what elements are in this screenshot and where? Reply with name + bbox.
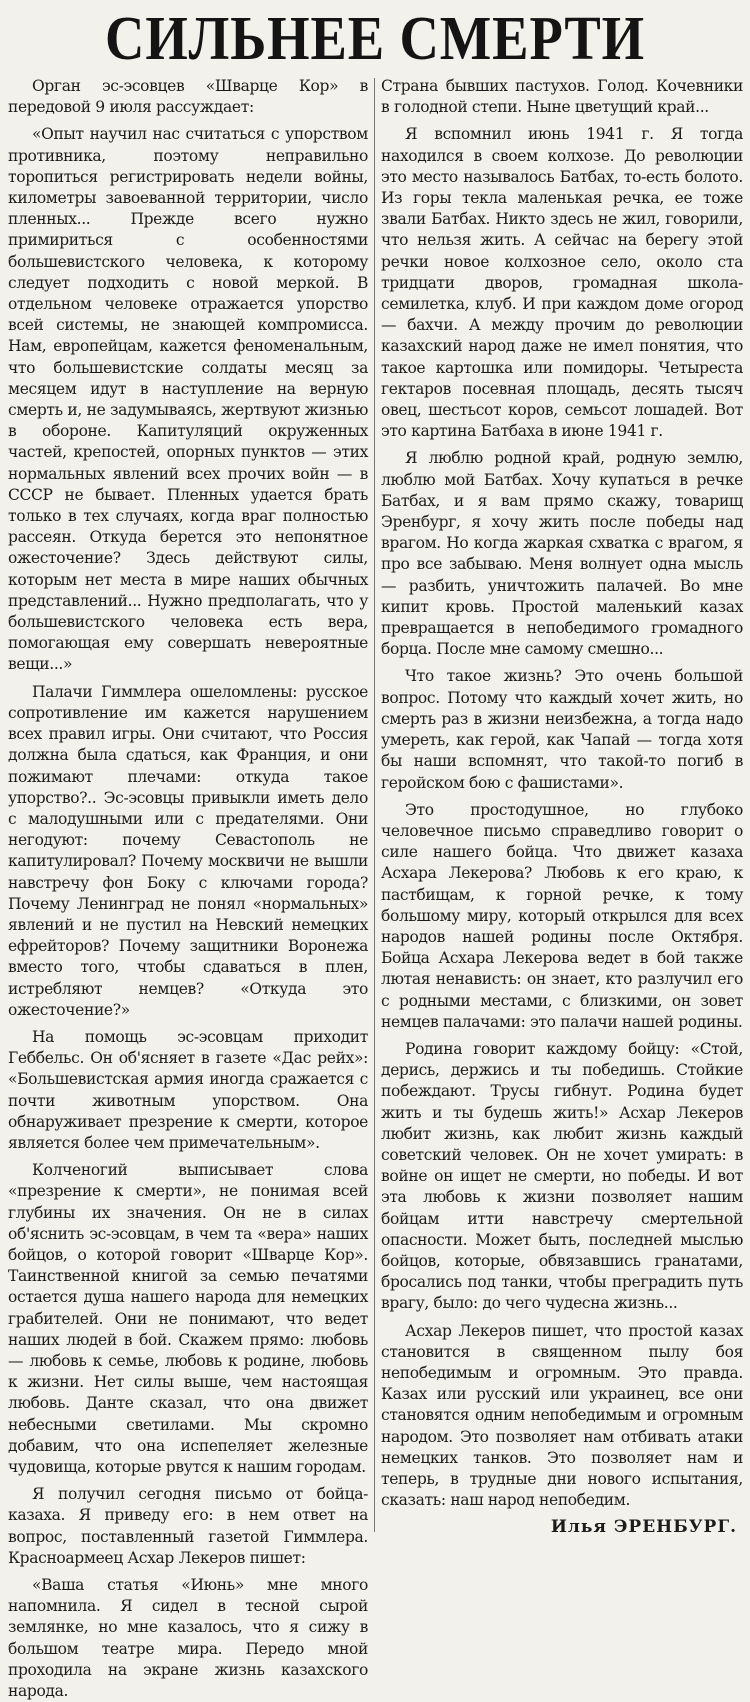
author-signature: Илья ЭРЕНБУРГ. [550,1517,737,1538]
paragraph: Что такое жизнь? Это очень большой вопрос. Потому что каждый хочет жить, но смерть раз в жизни неизбежна, а тогда надо умереть, как герой, как Чапай — тогда хотя бы наши вспомнят, что такой-то погиб в геройском бою с фашистами». [381,667,743,792]
paragraph: Асхар Лекеров пишет, что простой казах становится в священном пылу боя непобедимым и огромным. Это правда. Казах или русский или украинец, все они становятся одним непобедимым и огромным народом. Это позволяет нам отбивать атаки немецких танков. Это позволяет нам и теперь, в трудные дни нового испытания, сказать: наш народ непобедим. [381,1321,743,1510]
paragraph: Орган эс-эсовцев «Шварце Кор» в передовой 9 июля рассуждает: [8,77,368,117]
paragraph: Я люблю родной край, родную землю, люблю мой Батбах. Хочу купаться в речке Батбах, и я вам прямо скажу, товарищ Эренбург, я хочу жить после победы над врагом. Но когда жаркая схватка с врагом, я про все забываю. Меня волнует одна мысль — разбить, уничтожить палачей. Во мне кипит кровь. Простой маленький казах превращается в непобедимого громадного борца. После мне самому смешно... [381,449,743,659]
paragraph: Я вспомнил июнь 1941 г. Я тогда находился в своем колхозе. До революции это место называлось Батбах, то-есть болото. Из горы текла маленькая речка, ее тоже звали Батбах. Никто здесь не жил, говорили, что нельзя жить. А сейчас на берегу этой речки новое колхозное село, около ста тридцати дворов, громадная школа-семилетка, клуб. И при каждом доме огород — бахчи. А между прочим до революции казахский народ даже не имел понятия, что такое картошка или помидоры. Четыреста гектаров посевная площадь, десять тысяч овец, шестьсот коров, семьсот лошадей. Вот это картина Батбаха в июне 1941 г. [381,125,743,441]
paragraph: Страна бывших пастухов. Голод. Кочевники в голодной степи. Ныне цветущий край... [381,77,743,117]
article-title: СИЛЬНЕЕ СМЕРТИ [105,5,645,73]
paragraph: «Ваша статья «Июнь» мне много напомнила. Я сидел в тесной сырой землянке, но мне казалось, что я сижу в большом театре мира. Передо мной проходила на экране жизнь казахского народа. [8,1576,368,1701]
paragraph: Я получил сегодня письмо от бойца-казаха. Я приведу его: в нем ответ на вопрос, поставленный газетой Гиммлера. Красноармеец Асхар Лекеров пишет: [8,1485,368,1567]
paragraph: Колченогий выписывает слова «презрение к смерти», не понимая всей глубины их значения. Он не в силах об'яснить эс-эсовцам, в чем та «вера» наших бойцов, о которой говорит «Шварце Кор». Таинственной книгой за семью печатями остается душа нашего народа для немецких грабителей. Они не понимают, что ведет наших людей в бой. Скажем прямо: любовь — любовь к семье, любовь к родине, любовь к жизни. Нет силы выше, чем настоящая любовь. Данте сказал, что она движет небесными светилами. Мы скромно добавим, что она испепеляет железные чудовища, которые рвутся к нашим городам. [8,1161,368,1476]
paragraph: Родина говорит каждому бойцу: «Стой, дерись, держись и ты победишь. Стойкие побеждают. Трусы гибнут. Родина будет жить и ты будешь жить!» Асхар Лекеров любит жизнь, как любит жизнь каждый советский человек. Он не хочет умирать: в войне он ищет не смерти, но победы. И вот эта любовь к жизни позволяет нашим бойцам итти навстречу смертельной опасности. Может быть, последней мыслью бойцов, которые, обвязавшись гранатами, бросались под танки, чтобы преградить путь врагу, было: до чего чудесна жизнь... [381,1039,743,1313]
paragraph: Палачи Гиммлера ошеломлены: русское сопротивление им кажется нарушением всех правил игры. Они считают, что Россия должна была сдаться, как Франция, и они пожимают плечами: откуда такое упорство?.. Эс-эсовцы привыкли иметь дело с малодушными или с предателями. Они негодуют: почему Севастополь не капитулировал? Почему москвичи не вышли навстречу фон Боку с ключами города? Почему Ленинград не понял «нормальных» явлений и не пустил на Невский немецких ефрейторов? Почему защитники Воронежа вместо того, чтобы сдаваться в плен, истребляют немцев? «Откуда это ожесточение?» [8,682,368,1019]
column-divider [374,78,375,1532]
right-column [381,76,743,1538]
left-column [8,76,368,1701]
paragraph: Это простодушное, но глубоко человечное письмо справедливо говорит о силе нашего бойца. Что движет казаха Асхара Лекерова? Любовь к его краю, к пастбищам, к горной речке, к тому большому миру, который открылся для всех народов нашей родины после Октября. Бойца Асхара Лекерова ведет в бой также лютая ненависть: он знает, кто разлучил его с родными местами, с близкими, он зовет немцев палачами: это палачи нашей родины. [381,800,743,1031]
paragraph: «Опыт научил нас считаться с упорством противника, поэтому неправильно торопиться регистрировать недели войны, километры завоеванной территории, число пленных... Прежде всего нужно примириться с особенностями большевистского человека, к которому следует подходить с новой меркой. В отдельном человеке отражается упорство всей системы, не знающей компромисса. Нам, европейцам, кажется феноменальным, что большевистские солдаты месяц за месяцем идут в наступление на верную смерть и, не задумываясь, жертвуют жизнью в обороне. Капитуляций окруженных частей, крепостей, опорных пунктов — этих нормальных явлений всех прочих войн — в СССР не бывает. Пленных удается брать только в тех случаях, когда враг полностью рассеян. Откуда берется это непонятное ожесточение? Здесь действуют силы, которым нет места в мире наших обычных представлений... Нужно предполагать, что у большевистского человека есть вера, помогающая ему совершать невероятные вещи...» [8,125,368,674]
paragraph: На помощь эс-эсовцам приходит Геббельс. Он об'ясняет в газете «Дас рейх»: «Большевистская армия иногда сражается с почти животным упорством. Она обнаруживает презрение к смерти, которое является более чем примечательным». [8,1027,368,1152]
